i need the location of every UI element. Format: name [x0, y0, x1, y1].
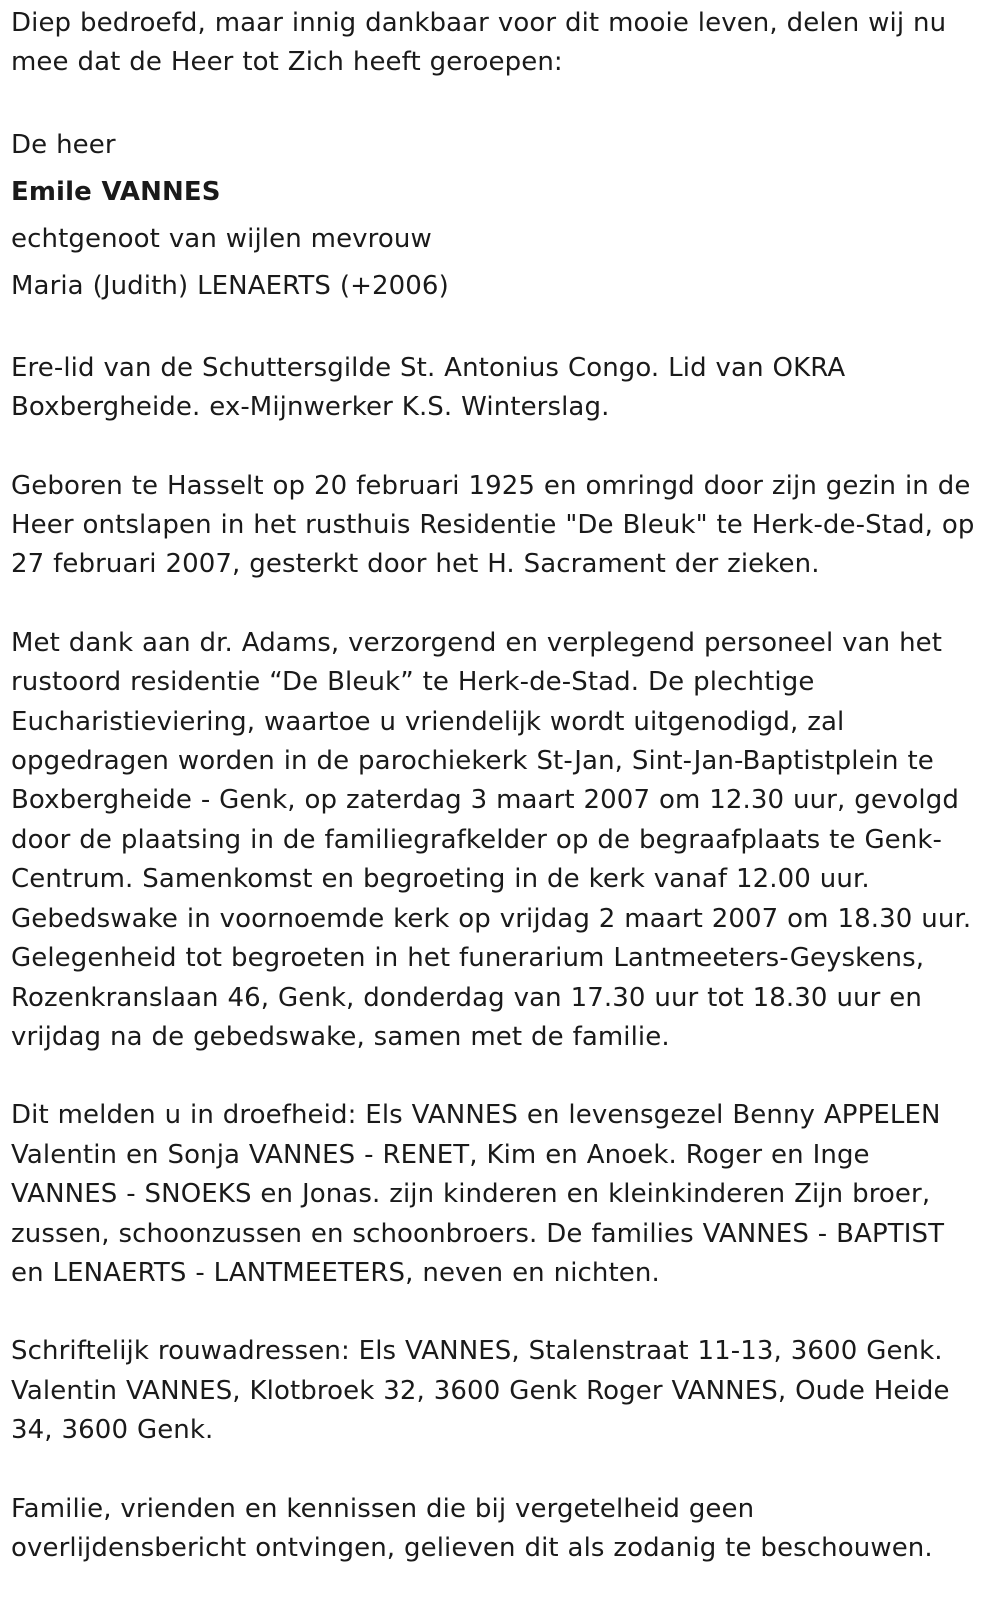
spacer: [11, 428, 980, 467]
ceremony-paragraph: Met dank aan dr. Adams, verzorgend en verplegend personeel van het rustoord residentie “De Bleuk” te Herk-de-Stad. De plechtige Eucharistieviering, waartoe u vriendelijk wordt uitgenodigd, zal opgedragen worden in de parochiekerk St-Jan, Sint-Jan-Baptistplein te Boxbergheide - Genk, op zaterdag 3 maart 2007 om 12.30 uur, gevolgd door de plaatsing in de familiegrafkelder op de begraafplaats te Genk-Centrum. Samenkomst en begroeting in de kerk vanaf 12.00 uur. Gebedswake in voornoemde kerk op vrijdag 2 maart 2007 om 18.30 uur. Gelegenheid tot begroeten in het funerarium Lantmeeters-Geyskens, Rozenkranslaan 46, Genk, donderdag van 17.30 uur tot 18.30 uur en vrijdag na de gebedswake, samen met de familie.: [11, 627, 972, 1052]
spacer: [11, 310, 980, 349]
spacer: [11, 1057, 980, 1096]
intro-paragraph: Diep bedroefd, maar innig dankbaar voor dit mooie leven, delen wij nu mee dat de Heer tot Zich heeft geroepen:: [11, 8, 947, 78]
deceased-name-block: [11, 122, 980, 310]
spacer: [11, 1293, 980, 1332]
memberships-paragraph: Ere-lid van de Schuttersgilde St. Antonius Congo. Lid van OKRA Boxbergheide. ex-Mijnwerker K.S. Winterslag.: [11, 352, 846, 423]
relation-text: echtgenoot van wijlen mevrouw: [11, 223, 432, 254]
spacer: [11, 83, 980, 122]
addresses-paragraph: Schriftelijk rouwadressen: Els VANNES, Stalenstraat 11-13, 3600 Genk. Valentin VANNES, Klotbroek 32, 3600 Genk Roger VANNES, Oude Heide 34, 3600 Genk.: [11, 1336, 950, 1446]
family-paragraph: Dit melden u in droefheid: Els VANNES en levensgezel Benny APPELEN Valentin en Sonja VANNES - RENET, Kim en Anoek. Roger en Inge VANNES - SNOEKS en Jonas. zijn kinderen en kleinkinderen Zijn broer, zussen, schoonzussen en schoonbroers. De families VANNES - BAPTIST en LENAERTS - LANTMEETERS, neven en nichten.: [11, 1100, 945, 1288]
spouse-name: Maria (Judith) LENAERTS (+2006): [11, 270, 449, 301]
birth-death-paragraph: Geboren te Hasselt op 20 februari 1925 en omringd door zijn gezin in de Heer ontslapen in het rusthuis Residentie "De Bleuk" te Herk-de-Stad, op 27 februari 2007, gesterkt door het H. Sacrament der zieken.: [11, 470, 975, 580]
spacer: [11, 1451, 980, 1490]
spacer: [11, 585, 980, 624]
closing-paragraph: Familie, vrienden en kennissen die bij vergetelheid geen overlijdensbericht ontvingen, gelieven dit als zodanig te beschouwen.: [11, 1493, 933, 1563]
deceased-name: Emile VANNES: [11, 176, 221, 207]
honorific: De heer: [11, 129, 116, 160]
